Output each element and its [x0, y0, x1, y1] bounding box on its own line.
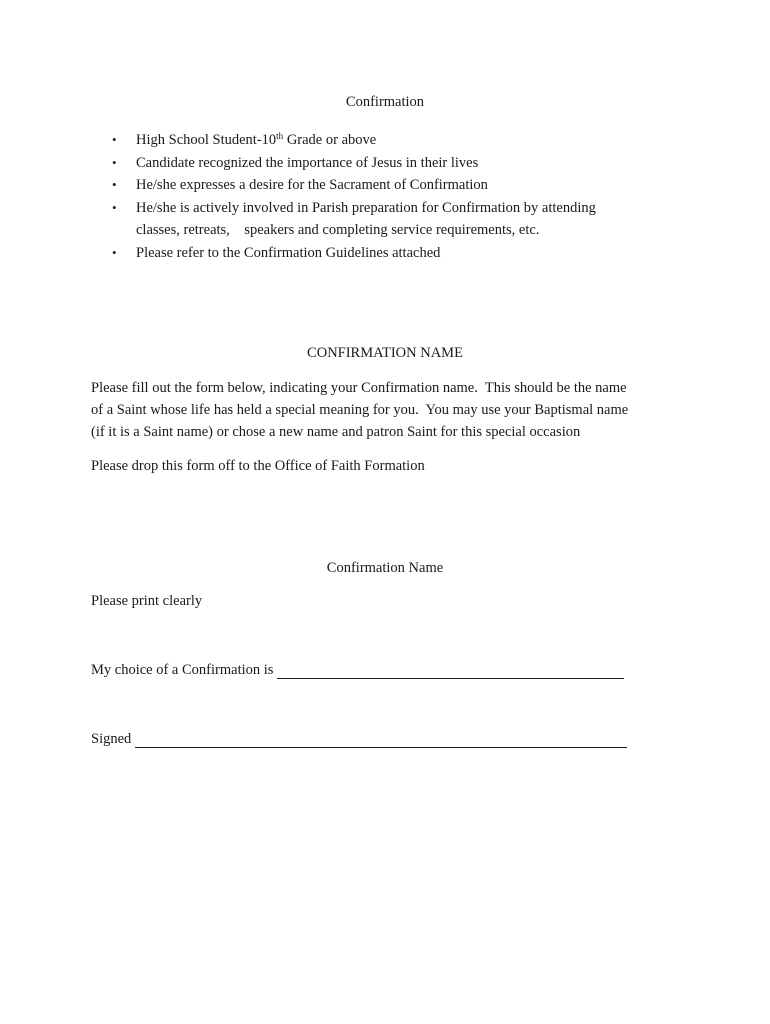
confirmation-choice-row — [91, 662, 624, 679]
list-item — [110, 174, 670, 197]
list-item — [110, 152, 670, 175]
confirmation-name-field[interactable] — [277, 662, 624, 679]
bullet-icon: • — [112, 177, 117, 192]
requirement-text: He/she is actively involved in Parish preparation for Confirmation by attending — [136, 199, 596, 216]
signature-row — [91, 731, 627, 748]
instructions-line: (if it is a Saint name) or chose a new name and patron Saint for this special occasion — [91, 424, 581, 440]
bullet-icon: • — [112, 199, 117, 215]
requirement-text-continued: classes, retreats, speakers and completing service requirements, etc. — [136, 222, 540, 238]
bullet-icon: • — [112, 244, 117, 260]
list-item — [110, 129, 670, 152]
dropoff-note: Please drop this form off to the Office of Faith Formation — [91, 458, 425, 474]
page-title: Confirmation — [345, 94, 425, 110]
form-title: Confirmation Name — [326, 560, 444, 576]
list-item — [110, 242, 670, 265]
requirement-text: He/she expresses a desire for the Sacrament of Confirmation — [136, 177, 488, 193]
requirements-list — [110, 129, 670, 264]
requirement-text: High School Student-10 — [136, 132, 277, 148]
bullet-icon: • — [112, 132, 117, 147]
choice-label: My choice of a Confirmation is — [91, 662, 274, 678]
instructions-paragraph — [91, 377, 691, 443]
signed-label: Signed — [91, 731, 132, 747]
instructions-line: of a Saint whose life has held a special meaning for you. You may use your Baptismal name — [91, 402, 629, 418]
requirement-text: Grade or above — [283, 132, 377, 148]
bullet-icon: • — [112, 154, 117, 170]
requirement-text: Please refer to the Confirmation Guidelines attached — [136, 244, 441, 261]
print-note: Please print clearly — [91, 593, 203, 609]
instructions-line: Please fill out the form below, indicating your Confirmation name. This should be the name — [91, 380, 627, 396]
signature-field[interactable] — [135, 731, 627, 748]
requirement-text: Candidate recognized the importance of Jesus in their lives — [136, 154, 479, 171]
list-item — [110, 197, 670, 242]
section-heading: CONFIRMATION NAME — [307, 345, 463, 361]
ordinal-suffix: th — [276, 131, 284, 141]
